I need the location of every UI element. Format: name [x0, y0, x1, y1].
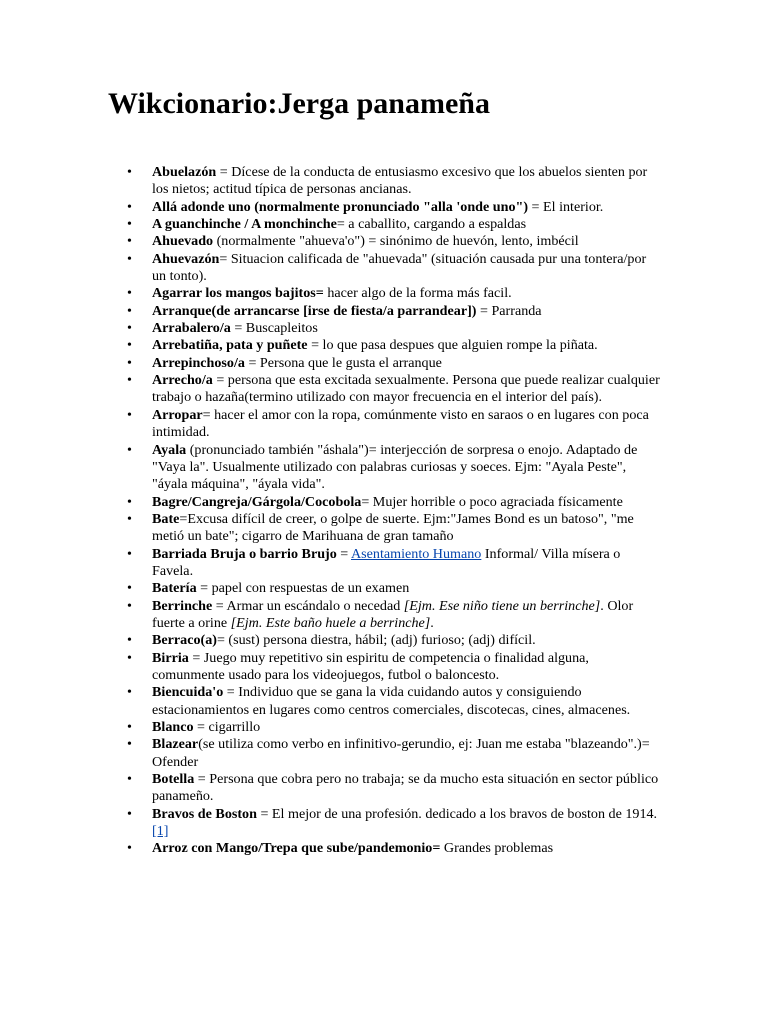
entry-definition: = Juego muy repetitivo sin espiritu de competencia o finalidad alguna, comunmente usado para los videojuegos, futbol o baloncesto.	[152, 649, 589, 683]
entry-definition: =Excusa difícil de creer, o golpe de suerte. Ejm:"James Bond es un batoso", "me metió un bate"; cigarro de Marihuana de gran tamaño	[152, 510, 634, 545]
entry-term: Arrepinchoso/a	[152, 354, 245, 371]
list-item	[152, 216, 662, 233]
entry-definition: = Dícese de la conducta de entusiasmo excesivo que los abuelos sienten por los nietos; actitud típica de personas ancianas.	[152, 164, 648, 198]
list-item	[152, 546, 662, 581]
entry-definition: = El mejor de una profesión. dedicado a los bravos de boston de 1914.	[256, 805, 658, 822]
list-item	[152, 632, 662, 649]
list-item	[152, 320, 662, 337]
entry-example: [Ejm. Este baño huele a berrinche]	[230, 614, 431, 631]
entry-term: Batería	[152, 580, 197, 597]
list-item	[152, 840, 662, 857]
entry-definition: (normalmente "ahueva'o") = sinónimo de huevón, lento, imbécil	[213, 233, 579, 250]
entry-definition: = hacer el amor con la ropa, comúnmente visto en saraos o en lugares con poca intimidad.	[152, 406, 649, 441]
list-item	[152, 442, 662, 494]
list-item	[152, 511, 662, 546]
list-item	[152, 580, 662, 597]
list-item	[152, 199, 662, 216]
entry-term: Blazear	[152, 736, 199, 753]
entry-term: Ahuevazón	[152, 250, 220, 267]
entry-term: Birria	[152, 649, 189, 666]
entry-term: Bravos de Boston	[152, 805, 257, 822]
entry-term: Arrebatiña, pata y puñete	[152, 337, 308, 354]
entry-term: Arrecho/a	[152, 372, 213, 389]
entry-term: A guanchinche / A monchinche	[152, 216, 337, 233]
glossary-list	[152, 164, 662, 858]
list-item	[152, 164, 662, 199]
entry-term: Barriada Bruja o barrio Brujo	[152, 545, 337, 562]
entry-definition: = Armar un escándalo o necedad	[212, 597, 404, 614]
list-item	[152, 494, 662, 511]
entry-term: Allá adonde uno (normalmente pronunciado "alla 'onde uno")	[152, 198, 529, 215]
entry-definition: (se utiliza como verbo en infinitivo-gerundio, ej: Juan me estaba "blazeando".)= Ofender	[152, 736, 650, 770]
entry-term: Ayala	[152, 441, 187, 458]
entry-term: Arropar	[152, 406, 203, 423]
page-title: Wikcionario:Jerga panameña	[108, 87, 490, 120]
entry-term: Botella	[152, 771, 195, 788]
entry-definition: = Individuo que se gana la vida cuidando autos y consiguiendo estacionamientos en lugares como centros comerciales, discotecas, cines, almacenes.	[152, 684, 631, 718]
entry-definition: =	[336, 545, 351, 562]
entry-definition: = lo que pasa despues que alguien rompe la piñata.	[307, 337, 598, 354]
entry-definition: = Buscapleitos	[230, 320, 318, 337]
entry-definition: hacer algo de la forma más facil.	[323, 285, 512, 302]
entry-term: Arrabalero/a	[152, 320, 231, 337]
list-item	[152, 233, 662, 250]
list-item	[152, 684, 662, 719]
list-item	[152, 303, 662, 320]
list-item	[152, 355, 662, 372]
entry-definition-cont: Informal/ Villa mísera o Favela.	[152, 545, 621, 579]
entry-term: Biencuida'o	[152, 684, 224, 701]
list-item	[152, 736, 662, 771]
entry-definition: = Situacion calificada de "ahuevada" (situación causada pur una tontera/por un tonto).	[152, 250, 647, 285]
entry-term: Bagre/Cangreja/Gárgola/Cocobola	[152, 493, 362, 510]
entry-definition-cont: . Olor fuerte a orine	[152, 597, 634, 631]
list-item	[152, 771, 662, 806]
entry-term: Agarrar los mangos bajitos=	[152, 285, 324, 302]
entry-definition: = El interior.	[528, 198, 604, 215]
entry-term: Arroz con Mango/Trepa que sube/pandemonio=	[152, 840, 441, 857]
entry-definition: (pronunciado también "áshala")= interjección de sorpresa o enojo. Adaptado de "Vaya la". Usualmente utilizado con palabras curiosas y soeces. Ejm: "Ayala Peste", "áyala máquina", "áyala vida".	[152, 441, 638, 493]
entry-term: Blanco	[152, 719, 194, 735]
entry-definition: = a caballito, cargando a espaldas	[336, 216, 527, 233]
entry-example: [Ejm. Ese niño tiene un berrinche]	[403, 597, 601, 614]
entry-definition: Grandes problemas	[440, 840, 554, 857]
list-item	[152, 650, 662, 685]
entry-definition: = Persona que le gusta el arranque	[244, 354, 442, 371]
list-item	[152, 407, 662, 442]
entry-definition: = papel con respuestas de un examen	[196, 580, 410, 597]
entry-definition: = cigarrillo	[193, 719, 261, 735]
entry-term: Arranque(de arrancarse [irse de fiesta/a parrandear])	[152, 302, 477, 319]
list-item	[152, 251, 662, 286]
list-item	[152, 806, 662, 841]
entry-term: Berrinche	[152, 597, 213, 614]
reference-link[interactable]: [1]	[152, 823, 169, 840]
entry-definition-end: .	[430, 614, 434, 631]
asentamiento-humano-link[interactable]: Asentamiento Humano	[351, 545, 482, 562]
entry-term: Abuelazón	[152, 164, 217, 180]
entry-term: Berraco(a)	[152, 632, 217, 649]
list-item	[152, 372, 662, 407]
list-item	[152, 719, 662, 736]
list-item	[152, 337, 662, 354]
entry-definition: = Mujer horrible o poco agraciada físicamente	[361, 493, 623, 510]
entry-term: Bate	[152, 510, 180, 527]
entry-definition: = Parranda	[476, 302, 542, 319]
entry-definition: = (sust) persona diestra, hábil; (adj) furioso; (adj) difícil.	[216, 632, 536, 649]
list-item	[152, 285, 662, 302]
entry-term: Ahuevado	[152, 233, 214, 250]
entry-definition: = Persona que cobra pero no trabaja; se da mucho esta situación en sector público panameño.	[152, 771, 659, 805]
entry-definition: = persona que esta excitada sexualmente. Persona que puede realizar cualquier trabajo o hazaña(termino utilizado con mayor frecuencia en el interior del país).	[152, 372, 660, 406]
list-item	[152, 598, 662, 633]
